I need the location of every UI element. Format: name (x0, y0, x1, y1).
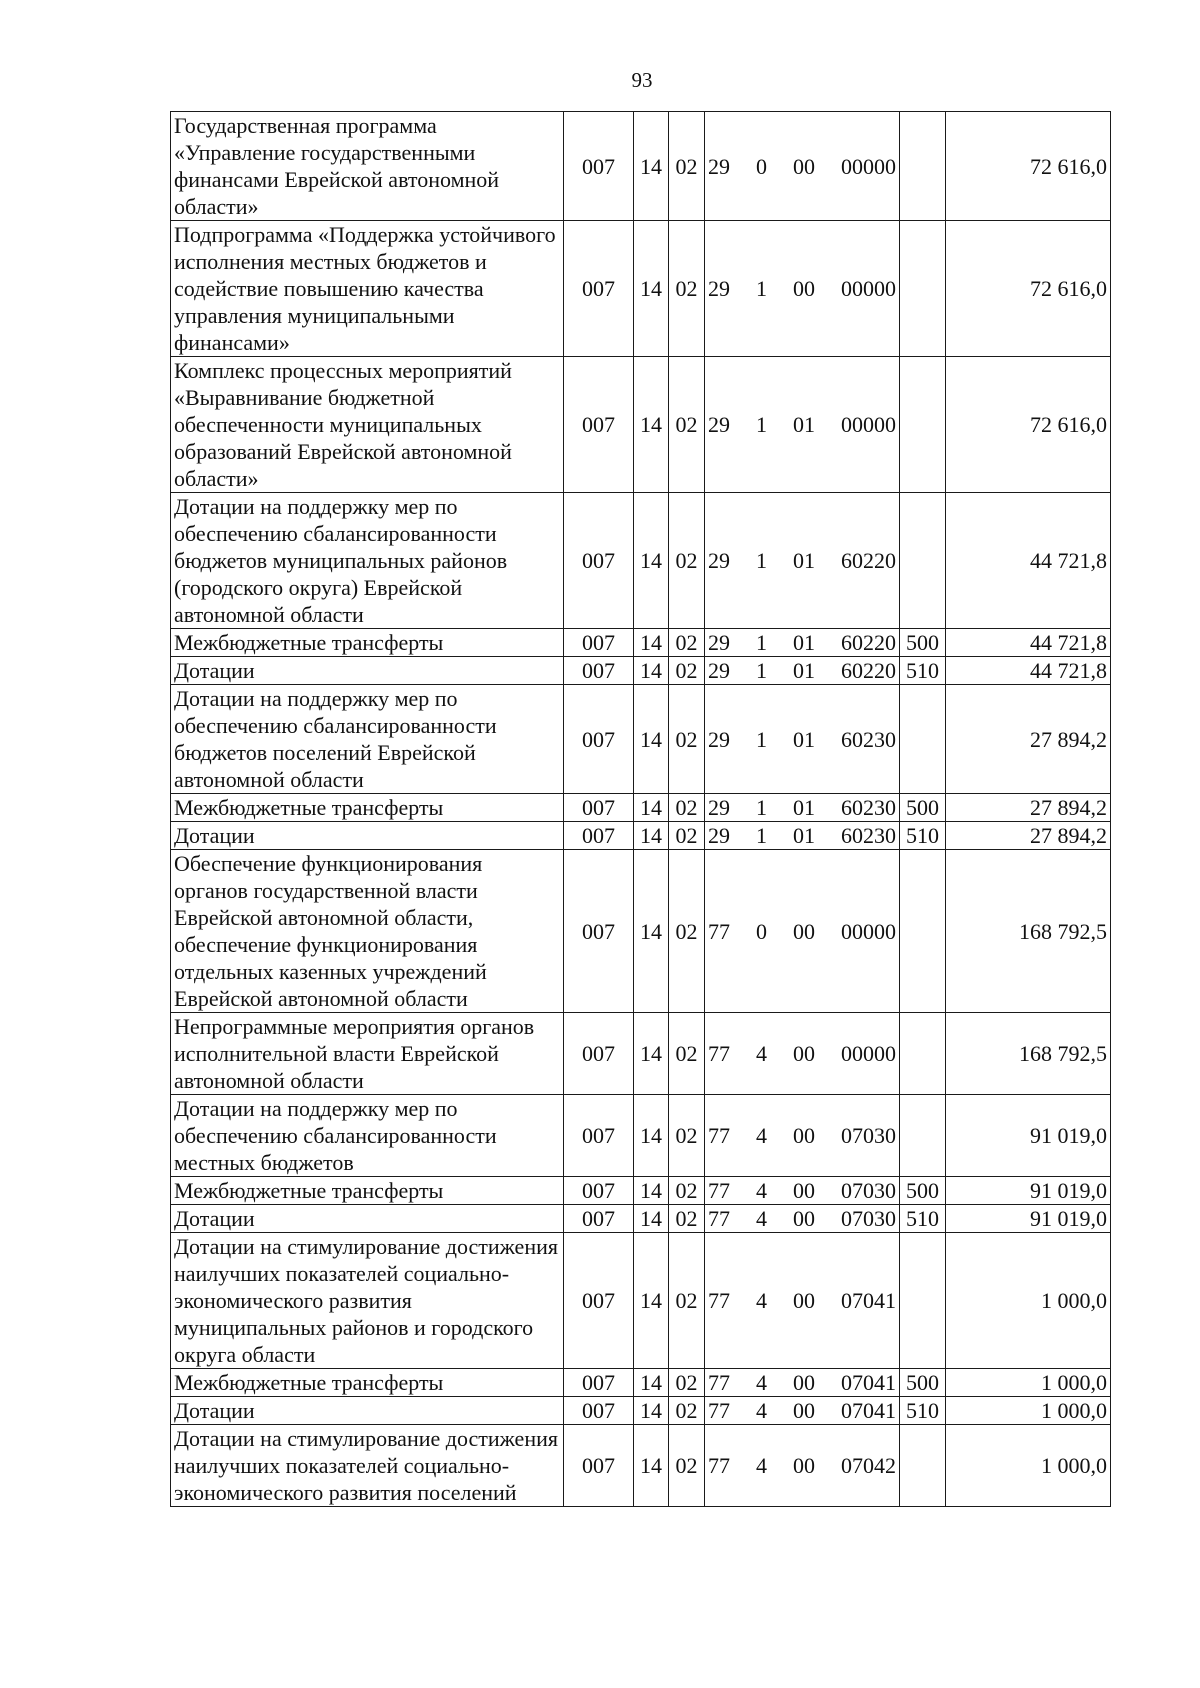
csr-program: 77 (708, 1370, 730, 1395)
amount: 72 616,0 (946, 221, 1111, 357)
subsection-code: 02 (669, 1095, 705, 1177)
csr-direction: 60230 (841, 795, 896, 820)
item-name: Межбюджетные трансферты (171, 629, 564, 657)
csr-subprogram: 1 (756, 630, 767, 655)
csr-direction: 60220 (841, 630, 896, 655)
ministry-code: 007 (564, 1177, 634, 1205)
csr-direction: 00000 (841, 276, 896, 301)
subsection-code: 02 (669, 629, 705, 657)
csr-subprogram: 1 (756, 658, 767, 683)
amount: 27 894,2 (946, 685, 1111, 794)
csr-activity: 00 (793, 1453, 815, 1478)
amount: 44 721,8 (946, 629, 1111, 657)
expense-type-code (900, 112, 946, 221)
section-code: 14 (634, 629, 669, 657)
item-name: Межбюджетные трансферты (171, 1369, 564, 1397)
ministry-code: 007 (564, 1369, 634, 1397)
csr-subprogram: 4 (756, 1288, 767, 1313)
page-number: 93 (631, 68, 653, 92)
ministry-code: 007 (564, 822, 634, 850)
subsection-code: 02 (669, 1233, 705, 1369)
csr-activity: 00 (793, 153, 815, 179)
target-article-code (705, 1177, 900, 1205)
csr-subprogram: 1 (756, 795, 767, 820)
table-row (171, 1369, 1111, 1397)
amount: 72 616,0 (946, 112, 1111, 221)
amount: 72 616,0 (946, 357, 1111, 493)
table-row (171, 357, 1111, 493)
subsection-code: 02 (669, 657, 705, 685)
amount: 1 000,0 (946, 1369, 1111, 1397)
expense-type-code: 500 (900, 1369, 946, 1397)
csr-activity: 01 (793, 795, 815, 820)
csr-activity: 00 (793, 1041, 815, 1066)
target-article-code (705, 1425, 900, 1507)
expense-type-code: 500 (900, 629, 946, 657)
target-article-code (705, 221, 900, 357)
item-name: Комплекс процессных мероприятий «Выравнивание бюджетной обеспеченности муниципальных образований Еврейской автономной области» (171, 357, 564, 493)
csr-subprogram: 4 (756, 1178, 767, 1203)
csr-direction: 07041 (841, 1398, 896, 1423)
section-code: 14 (634, 1205, 669, 1233)
csr-direction: 07030 (841, 1206, 896, 1231)
target-article-code (705, 1013, 900, 1095)
csr-activity: 01 (793, 548, 815, 573)
csr-subprogram: 4 (756, 1123, 767, 1148)
csr-direction: 00000 (841, 1041, 896, 1066)
ministry-code: 007 (564, 1013, 634, 1095)
csr-program: 77 (708, 1288, 730, 1313)
budget-table-body (171, 112, 1111, 1507)
table-row (171, 1013, 1111, 1095)
expense-type-code: 510 (900, 1205, 946, 1233)
csr-activity: 00 (793, 1398, 815, 1423)
csr-subprogram: 1 (756, 726, 767, 752)
table-row (171, 1425, 1111, 1507)
csr-activity: 01 (793, 726, 815, 752)
table-row (171, 1177, 1111, 1205)
section-code: 14 (634, 1425, 669, 1507)
csr-program: 77 (708, 918, 730, 944)
subsection-code: 02 (669, 1369, 705, 1397)
subsection-code: 02 (669, 1205, 705, 1233)
item-name: Дотации (171, 1397, 564, 1425)
expense-type-code: 510 (900, 1397, 946, 1425)
section-code: 14 (634, 1177, 669, 1205)
item-name: Подпрограмма «Поддержка устойчивого исполнения местных бюджетов и содействие повышению качества управления муниципальными финансами» (171, 221, 564, 357)
csr-program: 29 (708, 630, 730, 655)
target-article-code (705, 629, 900, 657)
csr-subprogram: 0 (756, 153, 767, 179)
target-article-code (705, 1233, 900, 1369)
target-article-code (705, 357, 900, 493)
csr-direction: 07030 (841, 1178, 896, 1203)
target-article-code (705, 657, 900, 685)
section-code: 14 (634, 1397, 669, 1425)
section-code: 14 (634, 822, 669, 850)
amount: 27 894,2 (946, 822, 1111, 850)
expense-type-code: 500 (900, 1177, 946, 1205)
item-name: Дотации на стимулирование достижения наилучших показателей социально-экономического развития поселений (171, 1425, 564, 1507)
csr-direction: 00000 (841, 918, 896, 944)
csr-direction: 00000 (841, 412, 896, 437)
target-article-code (705, 685, 900, 794)
target-article-code (705, 822, 900, 850)
ministry-code: 007 (564, 629, 634, 657)
csr-program: 29 (708, 153, 730, 179)
target-article-code (705, 493, 900, 629)
section-code: 14 (634, 1233, 669, 1369)
table-row (171, 493, 1111, 629)
section-code: 14 (634, 1013, 669, 1095)
amount: 91 019,0 (946, 1177, 1111, 1205)
item-name: Дотации на поддержку мер по обеспечению сбалансированности бюджетов муниципальных районов (городского округа) Еврейской автономной области (171, 493, 564, 629)
expense-type-code (900, 1095, 946, 1177)
csr-subprogram: 4 (756, 1398, 767, 1423)
ministry-code: 007 (564, 1205, 634, 1233)
amount: 27 894,2 (946, 794, 1111, 822)
expense-type-code (900, 1233, 946, 1369)
section-code: 14 (634, 493, 669, 629)
ministry-code: 007 (564, 1425, 634, 1507)
section-code: 14 (634, 357, 669, 493)
ministry-code: 007 (564, 1233, 634, 1369)
csr-program: 29 (708, 726, 730, 752)
csr-program: 29 (708, 658, 730, 683)
amount: 1 000,0 (946, 1425, 1111, 1507)
subsection-code: 02 (669, 112, 705, 221)
expense-type-code: 500 (900, 794, 946, 822)
expense-type-code: 510 (900, 657, 946, 685)
budget-table (170, 111, 1111, 1507)
csr-activity: 00 (793, 1178, 815, 1203)
item-name: Обеспечение функционирования органов государственной власти Еврейской автономной области, обеспечение функционирования отдельных казенных учреждений Еврейской автономной области (171, 850, 564, 1013)
csr-activity: 00 (793, 1206, 815, 1231)
subsection-code: 02 (669, 685, 705, 794)
expense-type-code (900, 685, 946, 794)
csr-direction: 60230 (841, 726, 896, 752)
expense-type-code (900, 1013, 946, 1095)
ministry-code: 007 (564, 221, 634, 357)
expense-type-code: 510 (900, 822, 946, 850)
amount: 44 721,8 (946, 493, 1111, 629)
amount: 91 019,0 (946, 1205, 1111, 1233)
ministry-code: 007 (564, 112, 634, 221)
csr-direction: 07030 (841, 1123, 896, 1148)
item-name: Дотации на поддержку мер по обеспечению сбалансированности бюджетов поселений Еврейской автономной области (171, 685, 564, 794)
csr-program: 29 (708, 548, 730, 573)
ministry-code: 007 (564, 685, 634, 794)
table-row (171, 850, 1111, 1013)
target-article-code (705, 112, 900, 221)
section-code: 14 (634, 112, 669, 221)
csr-program: 77 (708, 1123, 730, 1148)
table-row (171, 1095, 1111, 1177)
subsection-code: 02 (669, 493, 705, 629)
target-article-code (705, 1397, 900, 1425)
subsection-code: 02 (669, 822, 705, 850)
subsection-code: 02 (669, 794, 705, 822)
table-row (171, 1233, 1111, 1369)
amount: 168 792,5 (946, 1013, 1111, 1095)
target-article-code (705, 794, 900, 822)
table-row (171, 221, 1111, 357)
target-article-code (705, 1369, 900, 1397)
csr-subprogram: 1 (756, 412, 767, 437)
subsection-code: 02 (669, 357, 705, 493)
csr-subprogram: 1 (756, 548, 767, 573)
item-name: Дотации (171, 1205, 564, 1233)
csr-activity: 00 (793, 1123, 815, 1148)
table-row (171, 1397, 1111, 1425)
csr-activity: 00 (793, 276, 815, 301)
amount: 168 792,5 (946, 850, 1111, 1013)
csr-subprogram: 4 (756, 1370, 767, 1395)
amount: 1 000,0 (946, 1233, 1111, 1369)
subsection-code: 02 (669, 1177, 705, 1205)
section-code: 14 (634, 794, 669, 822)
csr-program: 77 (708, 1398, 730, 1423)
csr-activity: 01 (793, 630, 815, 655)
target-article-code (705, 1095, 900, 1177)
section-code: 14 (634, 1095, 669, 1177)
csr-activity: 01 (793, 658, 815, 683)
target-article-code (705, 1205, 900, 1233)
ministry-code: 007 (564, 794, 634, 822)
item-name: Межбюджетные трансферты (171, 794, 564, 822)
table-row (171, 112, 1111, 221)
amount: 44 721,8 (946, 657, 1111, 685)
csr-direction: 60230 (841, 823, 896, 848)
csr-program: 29 (708, 795, 730, 820)
csr-activity: 01 (793, 823, 815, 848)
item-name: Дотации (171, 657, 564, 685)
expense-type-code (900, 1425, 946, 1507)
ministry-code: 007 (564, 357, 634, 493)
ministry-code: 007 (564, 1397, 634, 1425)
expense-type-code (900, 357, 946, 493)
csr-subprogram: 4 (756, 1453, 767, 1478)
subsection-code: 02 (669, 1397, 705, 1425)
csr-subprogram: 1 (756, 823, 767, 848)
subsection-code: 02 (669, 1013, 705, 1095)
section-code: 14 (634, 657, 669, 685)
csr-direction: 60220 (841, 548, 896, 573)
table-row (171, 1205, 1111, 1233)
table-row (171, 822, 1111, 850)
csr-program: 77 (708, 1178, 730, 1203)
csr-program: 77 (708, 1041, 730, 1066)
csr-activity: 01 (793, 412, 815, 437)
item-name: Межбюджетные трансферты (171, 1177, 564, 1205)
section-code: 14 (634, 685, 669, 794)
csr-subprogram: 1 (756, 276, 767, 301)
ministry-code: 007 (564, 1095, 634, 1177)
expense-type-code (900, 221, 946, 357)
item-name: Дотации на стимулирование достижения наилучших показателей социально-экономического развития муниципальных районов и городского округа области (171, 1233, 564, 1369)
csr-subprogram: 4 (756, 1206, 767, 1231)
table-row (171, 685, 1111, 794)
item-name: Дотации на поддержку мер по обеспечению сбалансированности местных бюджетов (171, 1095, 564, 1177)
subsection-code: 02 (669, 221, 705, 357)
expense-type-code (900, 850, 946, 1013)
ministry-code: 007 (564, 493, 634, 629)
subsection-code: 02 (669, 1425, 705, 1507)
table-row (171, 657, 1111, 685)
ministry-code: 007 (564, 850, 634, 1013)
csr-activity: 00 (793, 918, 815, 944)
csr-direction: 07042 (841, 1453, 896, 1478)
csr-direction: 60220 (841, 658, 896, 683)
csr-direction: 00000 (841, 153, 896, 179)
expense-type-code (900, 493, 946, 629)
csr-direction: 07041 (841, 1288, 896, 1313)
amount: 91 019,0 (946, 1095, 1111, 1177)
ministry-code: 007 (564, 657, 634, 685)
csr-activity: 00 (793, 1370, 815, 1395)
section-code: 14 (634, 221, 669, 357)
csr-program: 29 (708, 823, 730, 848)
csr-subprogram: 0 (756, 918, 767, 944)
amount: 1 000,0 (946, 1397, 1111, 1425)
section-code: 14 (634, 850, 669, 1013)
table-row (171, 794, 1111, 822)
csr-direction: 07041 (841, 1370, 896, 1395)
csr-program: 77 (708, 1206, 730, 1231)
csr-program: 29 (708, 412, 730, 437)
csr-subprogram: 4 (756, 1041, 767, 1066)
item-name: Государственная программа «Управление государственными финансами Еврейской автономной области» (171, 112, 564, 221)
item-name: Дотации (171, 822, 564, 850)
table-row (171, 629, 1111, 657)
target-article-code (705, 850, 900, 1013)
section-code: 14 (634, 1369, 669, 1397)
subsection-code: 02 (669, 850, 705, 1013)
item-name: Непрограммные мероприятия органов исполнительной власти Еврейской автономной области (171, 1013, 564, 1095)
csr-program: 29 (708, 276, 730, 301)
csr-activity: 00 (793, 1288, 815, 1313)
csr-program: 77 (708, 1453, 730, 1478)
